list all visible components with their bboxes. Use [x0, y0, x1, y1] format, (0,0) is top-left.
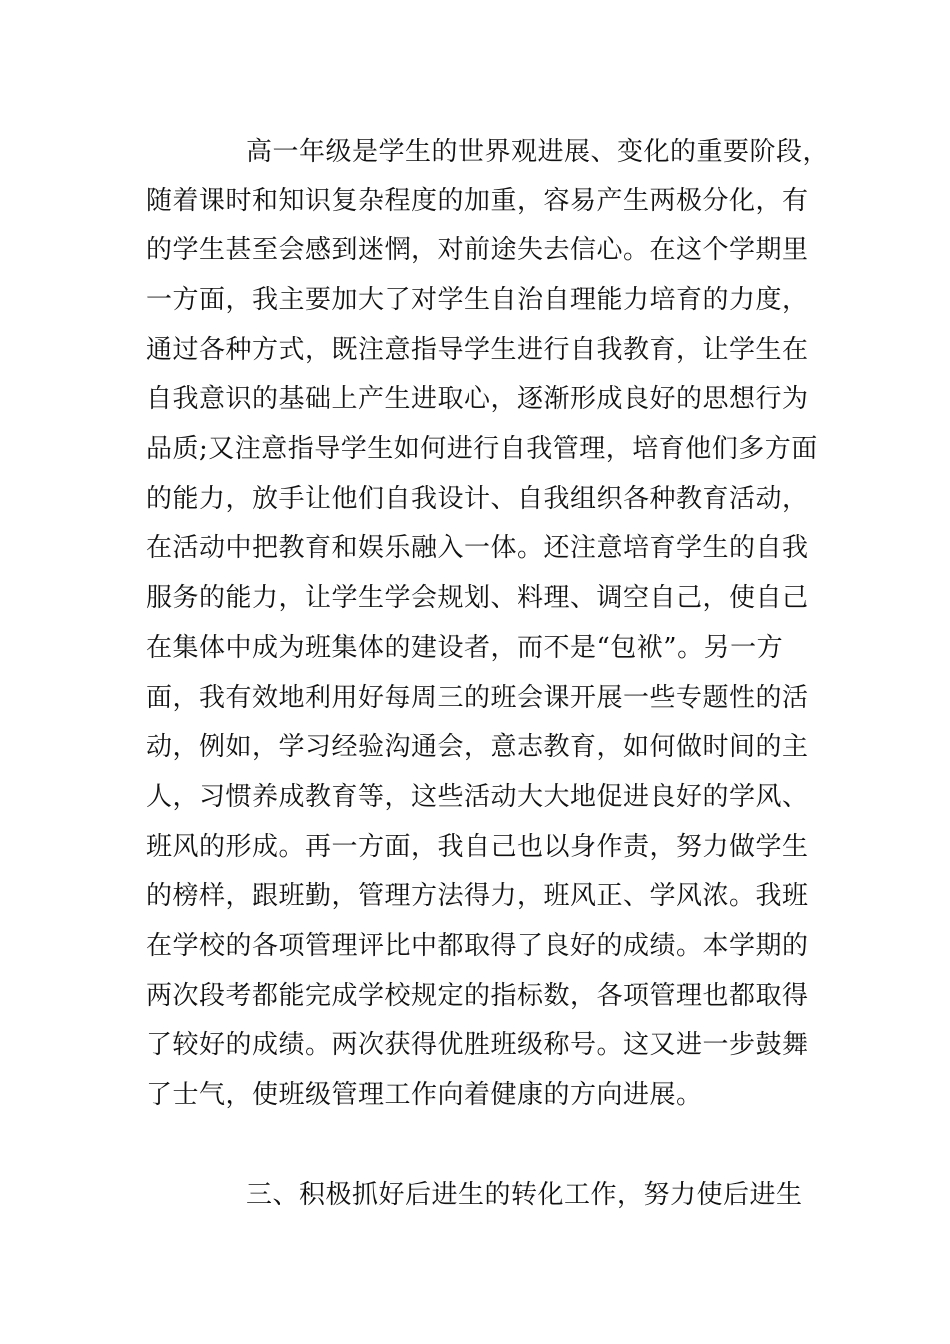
paragraph-1-line-15: 班风的形成。再一方面，我自己也以身作责，努力做学生	[146, 832, 809, 862]
paragraph-1-line-14: 人，习惯养成教育等，这些活动大大地促进良好的学风、	[146, 782, 809, 812]
paragraph-1-line-19: 了较好的成绩。两次获得优胜班级称号。这又进一步鼓舞	[146, 1030, 809, 1060]
paragraph-1-line-3: 的学生甚至会感到迷惘，对前途失去信心。在这个学期里	[146, 235, 809, 265]
paragraph-1-line-2: 随着课时和知识复杂程度的加重，容易产生两极分化，有	[146, 186, 809, 216]
paragraph-1-line-20: 了士气，使班级管理工作向着健康的方向进展。	[146, 1080, 703, 1110]
paragraph-1-line-5: 通过各种方式，既注意指导学生进行自我教育，让学生在	[146, 335, 809, 365]
paragraph-1-line-16: 的榜样，跟班勤，管理方法得力，班风正、学风浓。我班	[146, 881, 809, 911]
paragraph-1-line-7: 品质;又注意指导学生如何进行自我管理，培育他们多方面	[146, 434, 818, 464]
paragraph-1-line-13: 动，例如，学习经验沟通会，意志教育，如何做时间的主	[146, 732, 809, 762]
paragraph-1-line-1: 高一年级是学生的世界观进展、变化的重要阶段，	[246, 137, 830, 167]
paragraph-1-line-18: 两次段考都能完成学校规定的指标数，各项管理也都取得	[146, 981, 809, 1011]
paragraph-1-line-11: 在集体中成为班集体的建设者，而不是“包袱”。另一方	[146, 633, 784, 663]
paragraph-1-line-10: 服务的能力，让学生学会规划、料理、调空自己，使自己	[146, 583, 809, 613]
paragraph-1-line-4: 一方面，我主要加大了对学生自治自理能力培育的力度，	[146, 285, 809, 315]
paragraph-1-line-6: 自我意识的基础上产生进取心，逐渐形成良好的思想行为	[146, 384, 809, 414]
paragraph-2-line-1: 三、积极抓好后进生的转化工作，努力使后进生	[246, 1180, 803, 1210]
paragraph-1-line-17: 在学校的各项管理评比中都取得了良好的成绩。本学期的	[146, 931, 809, 961]
paragraph-1-line-9: 在活动中把教育和娱乐融入一体。还注意培育学生的自我	[146, 533, 809, 563]
paragraph-1-line-8: 的能力，放手让他们自我设计、自我组织各种教育活动，	[146, 484, 809, 514]
paragraph-1-line-12: 面，我有效地利用好每周三的班会课开展一些专题性的活	[146, 683, 809, 713]
